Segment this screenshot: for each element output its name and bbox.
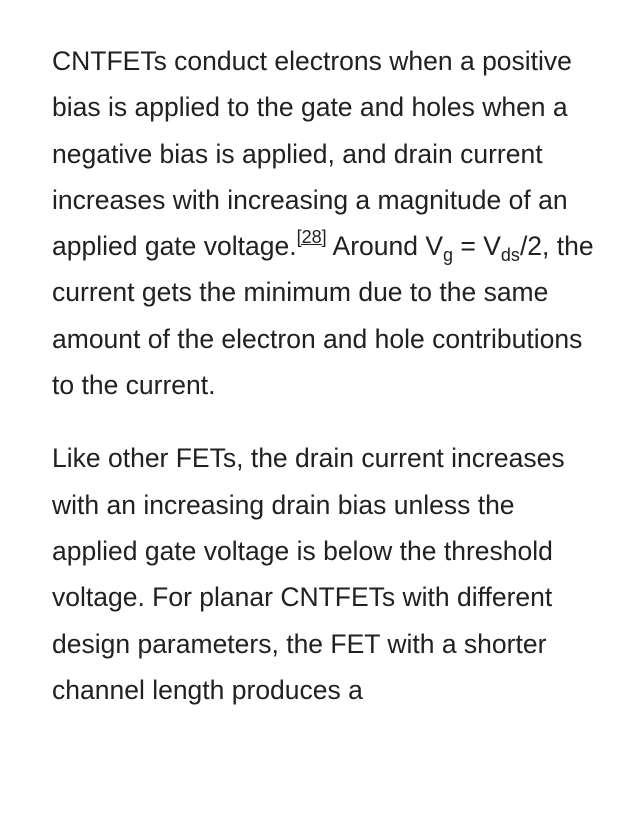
citation-28[interactable] (297, 227, 327, 247)
subscript-ds: ds (500, 245, 520, 266)
paragraph-1 (52, 38, 597, 408)
paragraph-1-text-d: /2, the current gets the minimum due to the same amount of the electron and hole contributions to the current. (52, 231, 594, 401)
paragraph-1-text-a: CNTFETs conduct electrons when a positive bias is applied to the gate and holes when a negative bias is applied, and drain current increases with increasing a magnitude of an applied gate voltage. (52, 46, 572, 262)
citation-28-link[interactable]: [28] (296, 227, 327, 248)
paragraph-1-text-b: Around V (326, 231, 444, 262)
subscript-g: g (443, 245, 454, 266)
paragraph-1-text-c: = V (453, 231, 501, 262)
paragraph-2: Like other FETs, the drain current increases with an increasing drain bias unless the applied gate voltage is below the threshold voltage. For planar CNTFETs with different design parameters, the FET with a shorter channel length produces a (52, 443, 565, 705)
article-body (52, 38, 597, 740)
